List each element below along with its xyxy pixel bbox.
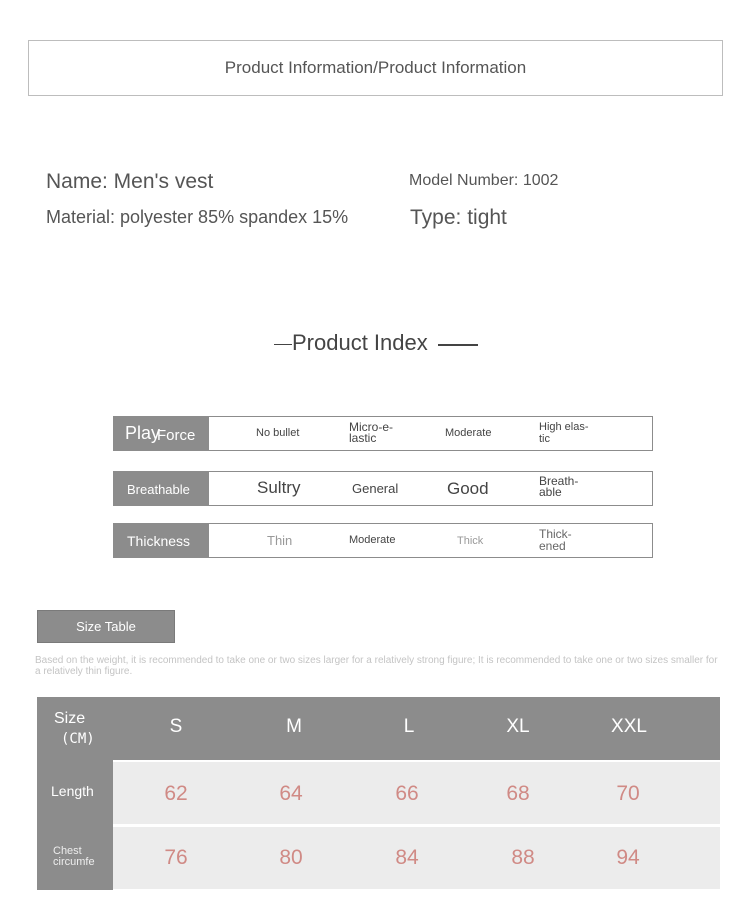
breathability-index-row (113, 471, 653, 506)
thickness-label: Thickness (127, 533, 191, 549)
length-value-xl: 68 (506, 782, 530, 805)
size-table-label: Size Table (76, 619, 136, 634)
model-number: Model Number: 1002 (409, 172, 559, 189)
size-recommendation-note: Based on the weight, it is recommended to take one or two sizes larger for a relatively strong figure; It is recommended to take one or two sizes smaller for a relatively thin figure. (35, 655, 718, 677)
size-header-label: Size (54, 710, 86, 727)
thickness-option-thickened: Thick- ened (539, 527, 572, 553)
chest-value-m: 80 (279, 846, 303, 869)
elasticity-label-part-1: Play (125, 423, 161, 443)
size-col-s: S (169, 716, 183, 737)
chest-value-l: 84 (395, 846, 419, 869)
breathability-option-general: General (352, 481, 399, 496)
product-information-title-box (28, 40, 723, 96)
length-value-s: 62 (164, 782, 188, 805)
material: Material: polyester 85% spandex 15% (46, 207, 349, 227)
elasticity-option-moderate: Moderate (445, 427, 492, 439)
elasticity-index-row (113, 416, 653, 451)
thickness-label-cell (114, 524, 209, 557)
breathability-label: Breathable (127, 482, 190, 497)
product-index-title: Product Index (292, 330, 428, 355)
thickness-option-thin: Thin (267, 533, 293, 548)
size-header-unit: (CM) (61, 731, 95, 747)
heading-divider-left (274, 344, 292, 345)
product-type: Type: tight (410, 206, 507, 229)
elasticity-option-no-bullet: No bullet (256, 427, 300, 439)
elasticity-option-high-elastic: High elas- tic (539, 421, 589, 445)
row-label-chest: Chest circumfe (53, 846, 95, 868)
size-col-l: L (403, 716, 415, 737)
elasticity-label-cell (114, 417, 209, 450)
page-title: Product Information/Product Information (224, 58, 527, 77)
chest-value-xxl: 94 (616, 846, 640, 869)
size-col-m: M (286, 716, 302, 737)
breathability-label-cell (114, 472, 209, 505)
thickness-option-thick: Thick (457, 535, 484, 547)
length-value-l: 66 (395, 782, 419, 805)
size-col-xxl: XXL (611, 716, 647, 737)
breathability-option-breathable: Breath- able (539, 474, 579, 499)
product-index-heading (274, 330, 484, 358)
elasticity-option-micro-elastic: Micro-e- lastic (349, 420, 393, 445)
size-col-xl: XL (506, 716, 530, 737)
breathability-option-sultry: Sultry (257, 478, 301, 497)
thickness-index-row (113, 523, 653, 558)
chest-value-xl: 88 (511, 846, 535, 869)
breathability-option-good: Good (447, 479, 489, 498)
heading-divider-right (438, 344, 478, 346)
thickness-option-moderate: Moderate (349, 534, 396, 546)
size-table-label-column (37, 760, 113, 890)
elasticity-label-part-2: Force (157, 427, 196, 444)
product-name: Name: Men's vest (46, 170, 214, 193)
length-value-xxl: 70 (616, 782, 640, 805)
row-label-length: Length (51, 783, 94, 799)
chest-value-s: 76 (164, 846, 188, 869)
size-table-tab (37, 610, 175, 643)
size-table (37, 697, 720, 890)
length-value-m: 64 (279, 782, 303, 805)
